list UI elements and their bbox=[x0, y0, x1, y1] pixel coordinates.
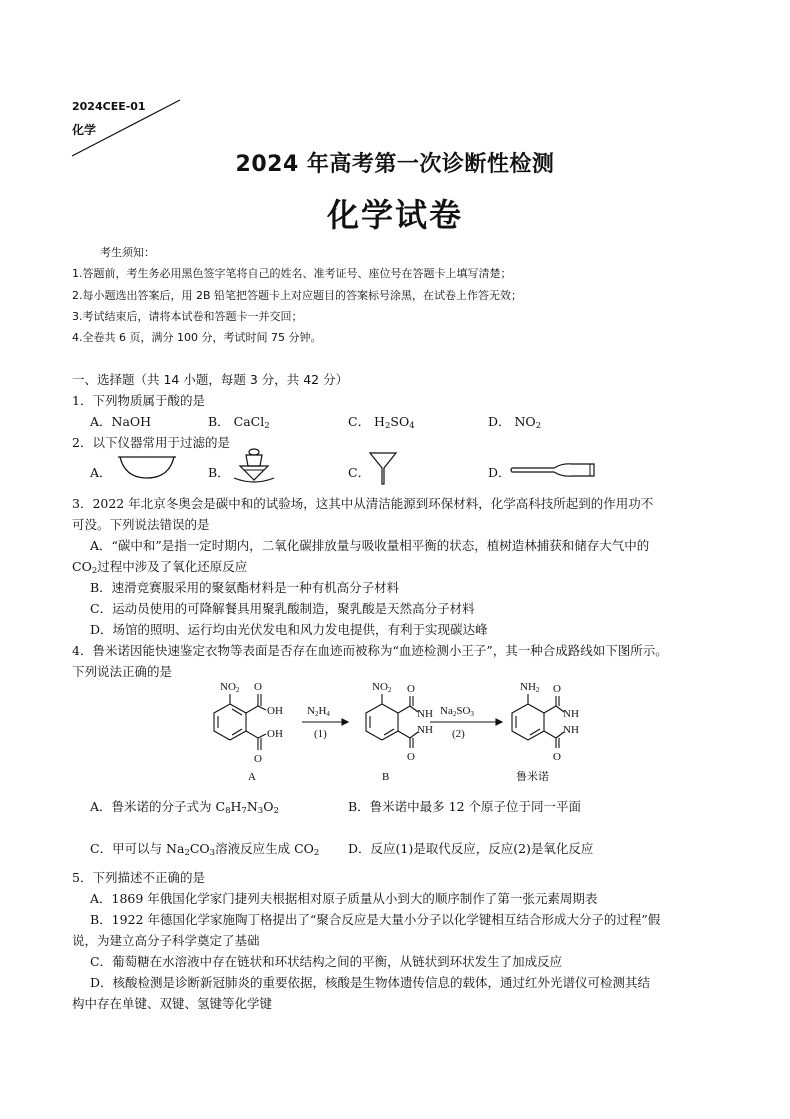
question-3-stem: 3．2022 年北京冬奥会是碳中和的试验场，这其中从清洁能源到环保材料，化学高科技所起到的作用功不 bbox=[72, 496, 654, 511]
b-nh-top: NH bbox=[417, 708, 433, 720]
section-heading: 一、选择题（共 14 小题，每题 3 分，共 42 分） bbox=[72, 372, 349, 387]
question-2-stem: 2．以下仪器常用于过滤的是 bbox=[72, 435, 230, 450]
q3-option-d: D．场馆的照明、运行均由光伏发电和风力发电提供，有利于实现碳达峰 bbox=[90, 622, 488, 637]
q3-option-a: A．“碳中和”是指一定时期内，二氧化碳排放量与吸收量相平衡的状态，植树造林捕获和储存大气中的 bbox=[90, 538, 650, 553]
q5-option-b-cont: 说，为建立高分子科学奠定了基础 bbox=[72, 933, 260, 948]
c-nh-bottom: NH bbox=[563, 724, 579, 736]
c-nh-top: NH bbox=[563, 708, 579, 720]
step-1-label: (1) bbox=[314, 728, 327, 740]
notice-item: 1.答题前，考生务必用黑色签字笔将自己的姓名、准考证号、座位号在答题卡上填写清楚； bbox=[72, 267, 512, 280]
b-no2-label: NO2 bbox=[372, 681, 392, 694]
funnel-icon bbox=[368, 450, 398, 486]
reagent-2: Na2SO3 bbox=[440, 705, 474, 718]
question-4-stem-cont: 下列说法正确的是 bbox=[72, 664, 173, 679]
question-4-stem: 4．鲁米诺因能快速鉴定衣物等表面是否存在血迹而被称为“血迹检测小王子”，其一种合成路线如下图所示。 bbox=[72, 643, 668, 658]
c-nh2-label: NH2 bbox=[520, 681, 540, 694]
q3-option-c: C．运动员使用的可降解餐具用聚乳酸制造，聚乳酸是天然高分子材料 bbox=[90, 601, 475, 616]
b-o-top: O bbox=[407, 683, 415, 695]
q4-option-c: C．甲可以与 $Na_2CO_3$溶液反应生成 $CO_2$ bbox=[90, 841, 320, 858]
a-oh-top: OH bbox=[267, 705, 283, 717]
q5-option-c: C．葡萄糖在水溶液中存在链状和环状结构之间的平衡，从链状到环状发生了加成反应 bbox=[90, 954, 563, 969]
a-o-bottom: O bbox=[254, 753, 262, 765]
q5-option-a: A．1869 年俄国化学家门捷列夫根据相对原子质量从小到大的顺序制作了第一张元素周期表 bbox=[90, 891, 598, 906]
question-1-stem: 1．下列物质属于酸的是 bbox=[72, 393, 205, 408]
step-2-label: (2) bbox=[452, 728, 465, 740]
a-o-top: O bbox=[254, 681, 262, 693]
a-oh-bottom: OH bbox=[267, 728, 283, 740]
evaporating-dish-icon bbox=[115, 452, 179, 482]
q5-option-b: B．1922 年德国化学家施陶丁格提出了“聚合反应是大量小分子以化学键相互结合形成大分子的过程”假 bbox=[90, 912, 661, 927]
reagent-1: N2H4 bbox=[307, 705, 330, 718]
q4-option-d: D．反应(1)是取代反应，反应(2)是氧化反应 bbox=[348, 841, 594, 856]
notice-item: 2.每小题选出答案后，用 2B 铅笔把答题卡上对应题目的答案标号涂黑，在试卷上作答无效； bbox=[72, 289, 523, 302]
luminol-synthesis-scheme bbox=[190, 676, 610, 786]
c-o-top: O bbox=[553, 683, 561, 695]
q2-option-d: D． bbox=[488, 465, 511, 480]
notice-item: 4.全卷共 6 页，满分 100 分，考试时间 75 分钟。 bbox=[72, 331, 322, 344]
exam-code: 2024CEE-01 bbox=[72, 100, 146, 113]
q1-option-c: C． $H_2SO_4$ bbox=[348, 414, 415, 431]
b-nh-bottom: NH bbox=[417, 724, 433, 736]
a-no2-label: NO2 bbox=[220, 681, 240, 694]
q1-option-d: D． $NO_2$ bbox=[488, 414, 542, 431]
label-a: A bbox=[248, 771, 256, 783]
q3-option-a-cont: $CO_2$过程中涉及了氧化还原反应 bbox=[72, 559, 248, 576]
q4-option-b: B．鲁米诺中最多 12 个原子位于同一平面 bbox=[348, 799, 582, 814]
question-5-stem: 5．下列描述不正确的是 bbox=[72, 870, 205, 885]
question-3-stem-cont: 可没。下列说法错误的是 bbox=[72, 517, 210, 532]
notice-item: 3.考试结束后，请将本试卷和答题卡一并交回； bbox=[72, 310, 303, 323]
label-b: B bbox=[382, 771, 390, 783]
q2-option-a: A． bbox=[90, 465, 112, 480]
b-o-bottom: O bbox=[407, 751, 415, 763]
q5-option-d: D．核酸检测是诊断新冠肺炎的重要依据，核酸是生物体遗传信息的载体，通过红外光谱仪可检测其结 bbox=[90, 975, 651, 990]
q2-option-c: C． bbox=[348, 465, 371, 480]
notice-heading: 考生须知： bbox=[100, 246, 155, 259]
q5-option-d-cont: 构中存在单键、双键、氢键等化学键 bbox=[72, 996, 273, 1011]
exam-title: 2024 年高考第一次诊断性检测 bbox=[235, 152, 555, 177]
q1-option-a: A．NaOH bbox=[90, 414, 152, 429]
subject-label: 化学 bbox=[72, 123, 97, 137]
label-luminol: 鲁米诺 bbox=[516, 771, 549, 783]
q2-option-b: B． bbox=[208, 465, 230, 480]
c-o-bottom: O bbox=[553, 751, 561, 763]
q1-option-b: B． CaCl$_2$ bbox=[208, 414, 270, 431]
q3-option-b: B．速滑竞赛服采用的聚氨酯材料是一种有机高分子材料 bbox=[90, 580, 400, 595]
q4-option-a: A．鲁米诺的分子式为 $C_8H_7N_3O_2$ bbox=[90, 799, 279, 816]
crucible-tripod-icon bbox=[230, 446, 278, 486]
paper-title: 化学试卷 bbox=[326, 196, 463, 234]
test-tube-icon bbox=[510, 460, 596, 480]
